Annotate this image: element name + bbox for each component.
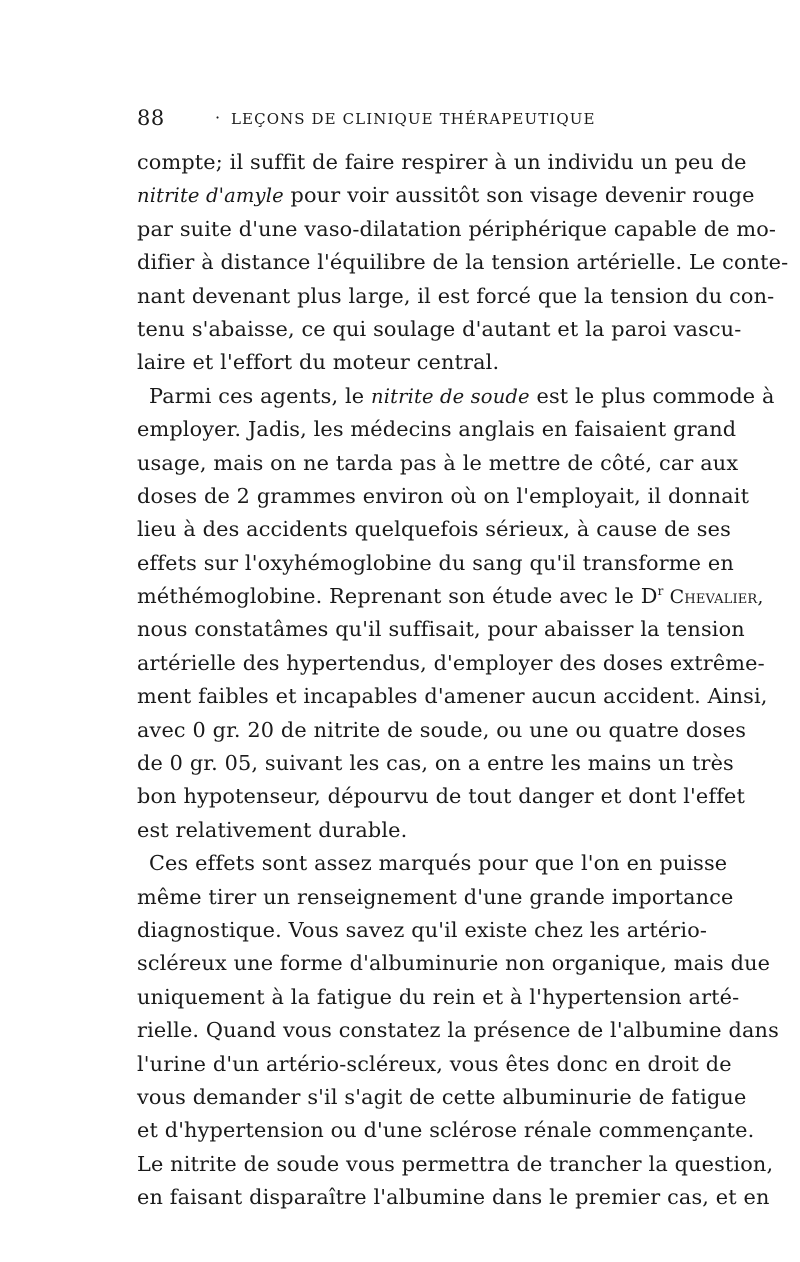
text-line: scléreux une forme d'albuminurie non organique, mais due: [137, 951, 771, 976]
text-line: difier à distance l'équilibre de la tension artérielle. Le conte-: [137, 250, 789, 275]
header-separator: ·: [215, 108, 221, 127]
text-line: nant devenant plus large, il est forcé que la tension du con-: [137, 283, 775, 308]
text-line: lieu à des accidents quelquefois sérieux, à cause de ses: [137, 517, 731, 542]
text-line: laire et l'effort du moteur central.: [137, 350, 500, 375]
text-line: uniquement à la fatigue du rein et à l'hypertension arté-: [137, 984, 740, 1009]
text-line: ment faibles et incapables d'amener aucun accident. Ainsi,: [137, 684, 768, 709]
text-line: usage, mais on ne tarda pas à le mettre de côté, car aux: [137, 450, 739, 475]
text-line: rielle. Quand vous constatez la présence de l'albumine dans: [137, 1018, 779, 1043]
text-line: vous demander s'il s'agit de cette albuminurie de fatigue: [137, 1084, 747, 1109]
text-line: et d'hypertension ou d'une sclérose rénale commençante.: [137, 1118, 755, 1143]
text-line: nous constatâmes qu'il suffisait, pour abaisser la tension: [137, 617, 745, 642]
italic-term: nitrite d'amyle: [137, 184, 284, 208]
text-line: employer. Jadis, les médecins anglais en faisaient grand: [137, 417, 737, 442]
text-line: même tirer un renseignement d'une grande importance: [137, 884, 734, 909]
text-line: doses de 2 grammes environ où on l'employait, il donnait: [137, 483, 750, 508]
text-line: diagnostique. Vous savez qu'il existe chez les artério-: [137, 917, 708, 942]
text-line: en faisant disparaître l'albumine dans le premier cas, et en: [137, 1185, 770, 1210]
paragraph-start-line: Ces effets sont assez marqués pour que l'on en puisse: [149, 851, 728, 876]
text-line: tenu s'abaisse, ce qui soulage d'autant et la paroi vascu-: [137, 316, 742, 341]
text-line: méthémoglobine. Reprenant son étude avec le $D^r$ Chevalier,: [137, 584, 764, 609]
running-header: [137, 103, 677, 133]
text-line: par suite d'une vaso-dilatation périphérique capable de mo-: [137, 216, 777, 241]
superscript: r: [657, 584, 664, 599]
text-line: l'urine d'un artério-scléreux, vous êtes donc en droit de: [137, 1051, 732, 1076]
text-line: bon hypotenseur, dépourvu de tout danger et dont l'effet: [137, 784, 746, 809]
paragraph-start-line: Parmi ces agents, le nitrite de soude est le plus commode à: [149, 383, 775, 408]
text-line: compte; il suffit de faire respirer à un individu un peu de: [137, 150, 747, 174]
text-line: est relativement durable.: [137, 817, 408, 842]
page-number: 88: [137, 106, 165, 130]
text-line: artérielle des hypertendus, d'employer des doses extrême-: [137, 650, 765, 675]
text-line: nitrite d'amyle pour voir aussitôt son visage devenir rouge: [137, 183, 755, 208]
text-line: avec 0 gr. 20 de nitrite de soude, ou une ou quatre doses: [137, 717, 747, 742]
text-line: Le nitrite de soude vous permettra de trancher la question,: [137, 1151, 774, 1176]
text-line: effets sur l'oxyhémoglobine du sang qu'il transforme en: [137, 550, 734, 575]
running-title: LEÇONS DE CLINIQUE THÉRAPEUTIQUE: [231, 110, 596, 128]
body-text: [137, 146, 789, 1215]
italic-term: nitrite de soude: [371, 384, 530, 408]
text-line: de 0 gr. 05, suivant les cas, on a entre les mains un très: [137, 751, 734, 776]
small-caps-name: Chevalier,: [663, 586, 764, 609]
